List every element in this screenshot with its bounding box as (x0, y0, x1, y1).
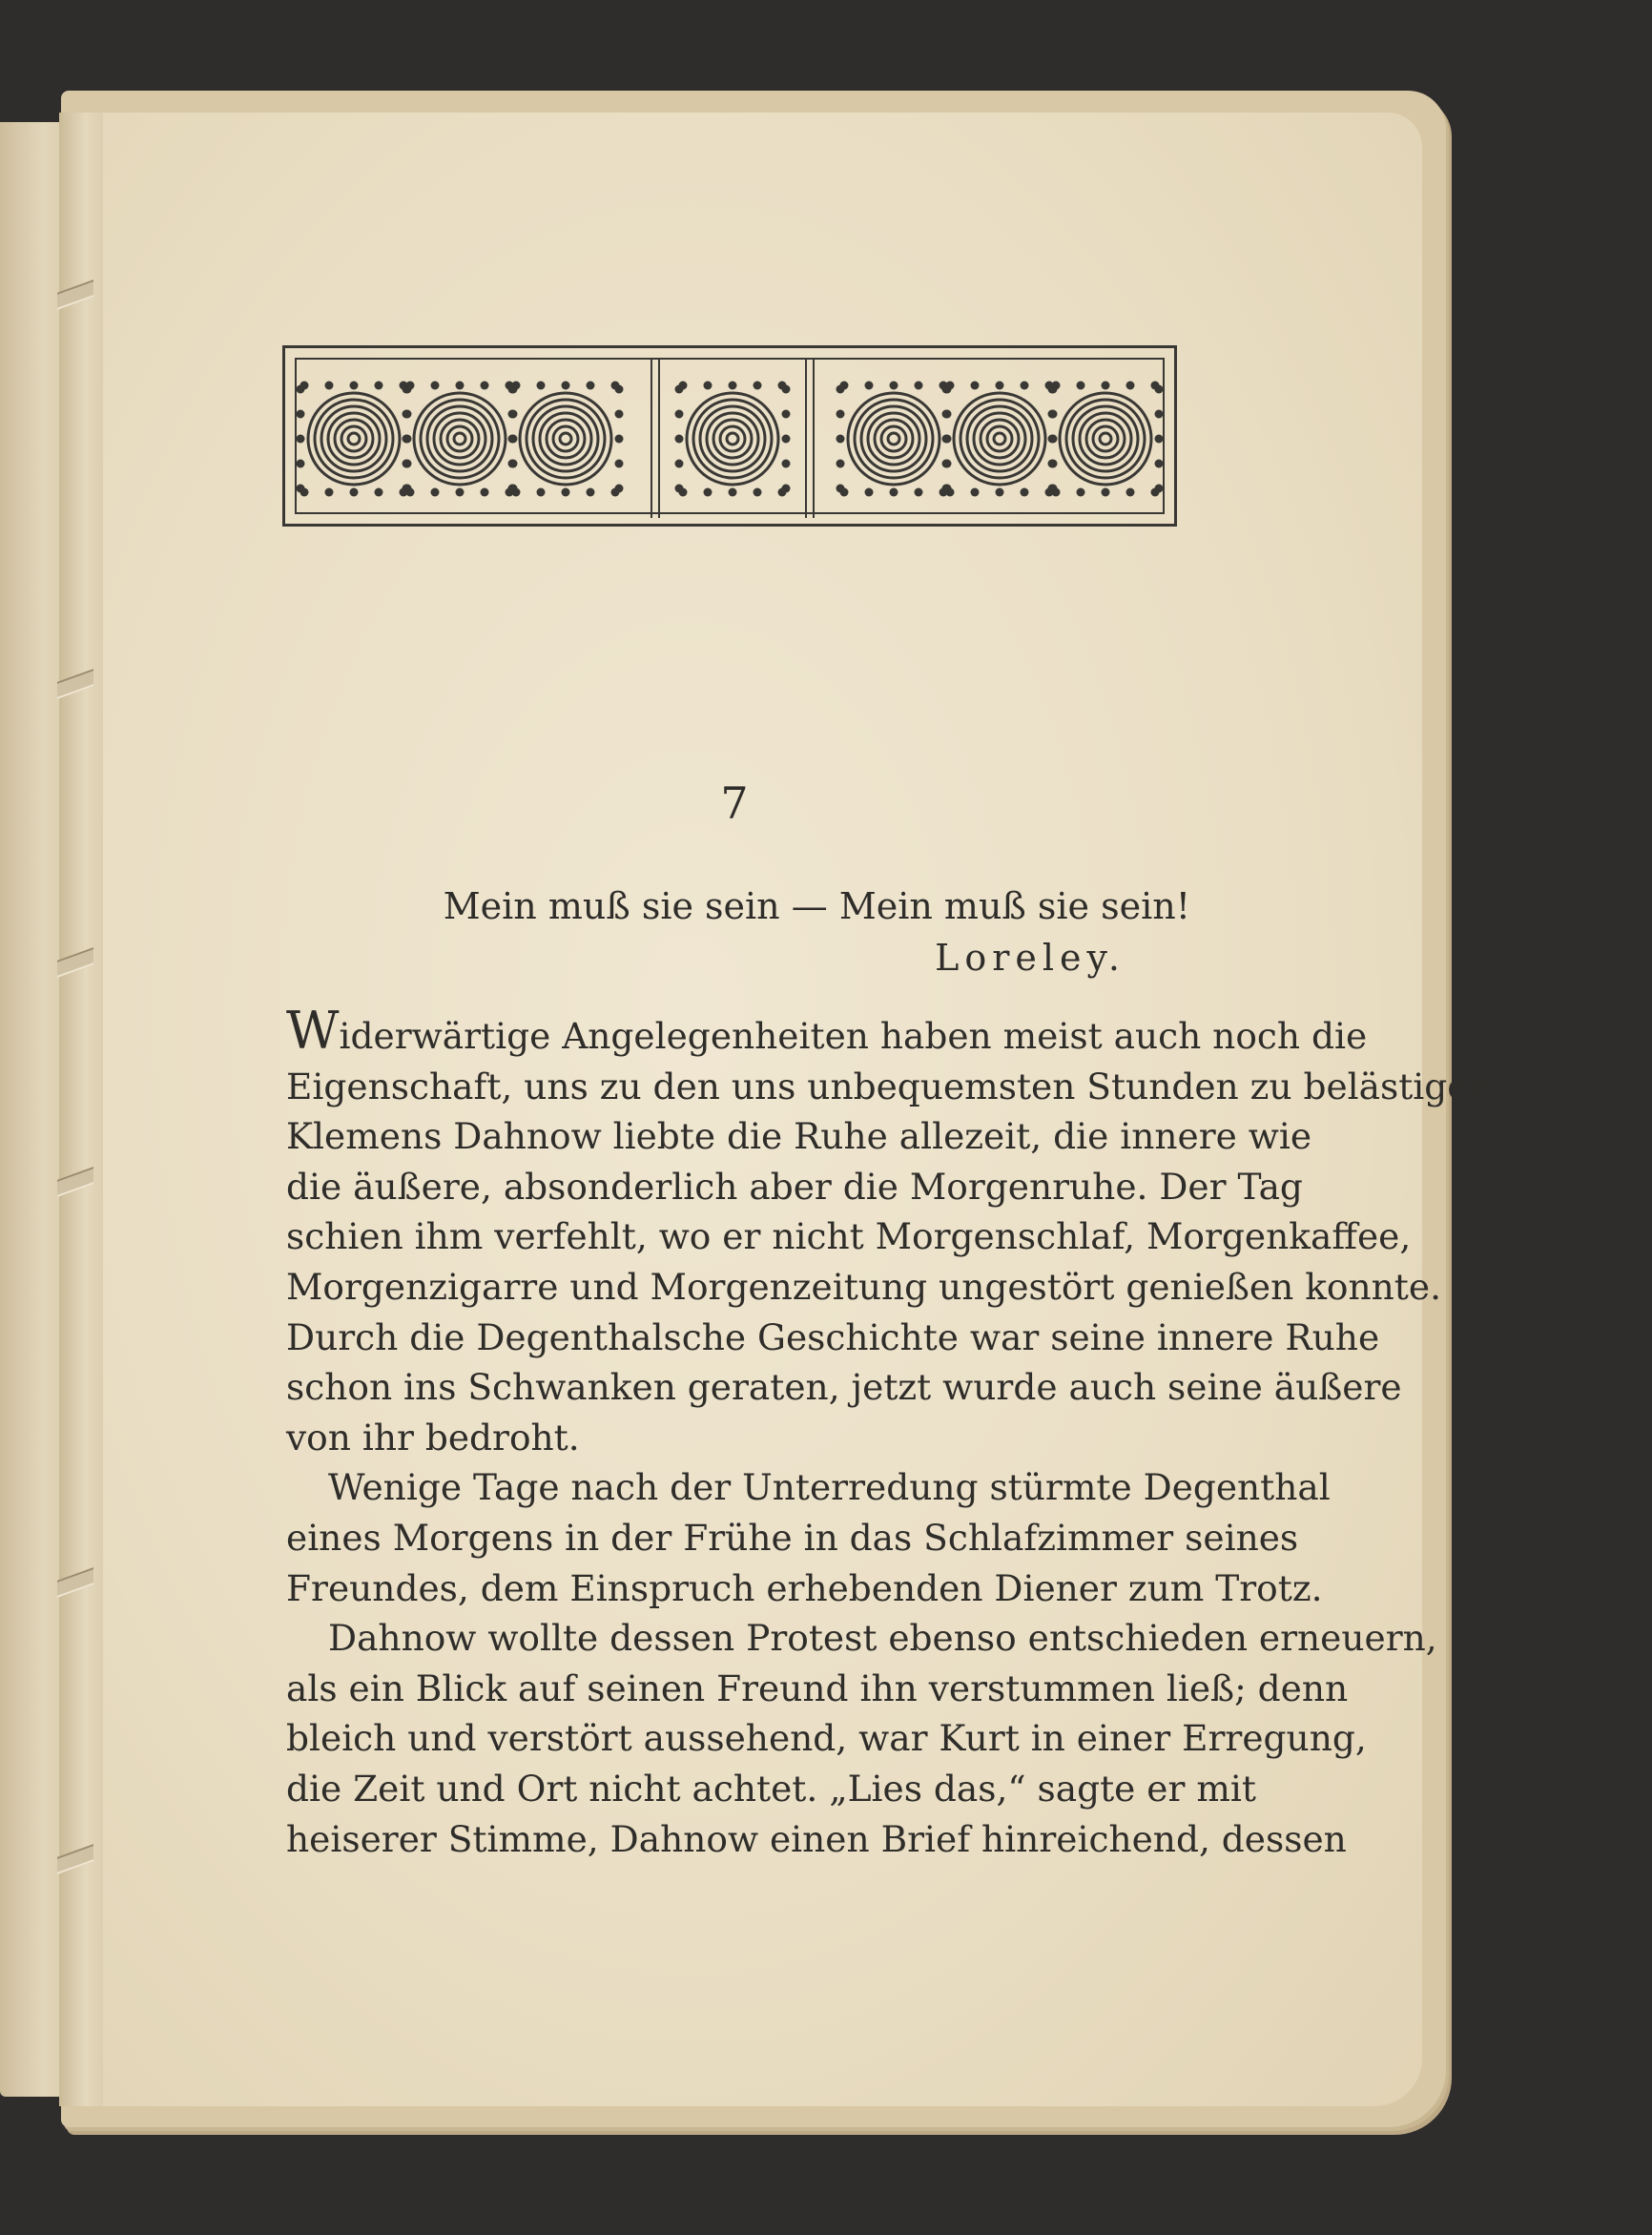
text-line: Dahnow wollte dessen Protest ebenso entschieden erneuern, (328, 1617, 1437, 1660)
text-line: schon ins Schwanken geraten, jetzt wurde auch seine äußere (286, 1366, 1402, 1409)
chapter-body-text (286, 1001, 1503, 1864)
chapter-number: 7 (720, 777, 749, 829)
page-gutter (59, 113, 103, 2106)
concentric-circle-motif (508, 382, 624, 497)
concentric-circle-motif (403, 382, 518, 497)
text-line: von ihr bedroht. (286, 1416, 580, 1459)
text-line: Eigenschaft, uns zu den uns unbequemsten Stunden zu belästigen. (286, 1065, 1503, 1107)
epigraph-source: Loreley. (935, 937, 1125, 979)
initial-letter: W (286, 1001, 340, 1061)
text-line: Wenige Tage nach der Unterredung stürmte Degenthal (328, 1466, 1331, 1509)
text-line: Widerwärtige Angelegenheiten haben meist auch noch die (286, 1001, 1368, 1061)
text-line: Morgenzigarre und Morgenzeitung ungestört genießen konnte. (286, 1265, 1441, 1308)
concentric-circles-icon (285, 348, 1180, 529)
concentric-circle-motif (942, 382, 1058, 497)
text-line: schien ihm verfehlt, wo er nicht Morgenschlaf, Morgenkaffee, (286, 1215, 1412, 1258)
text-line: eines Morgens in der Frühe in das Schlafzimmer seines (286, 1516, 1299, 1559)
text-line: Freundes, dem Einspruch erhebenden Diener zum Trotz. (286, 1566, 1323, 1609)
concentric-circle-motif (675, 382, 791, 497)
text-line: heiserer Stimme, Dahnow einen Brief hinreichend, dessen (286, 1817, 1347, 1860)
chapter-ornament (282, 345, 1177, 527)
epigraph-quote: Mein muß sie sein — Mein muß sie sein! (443, 885, 1190, 927)
text-line: als ein Blick auf seinen Freund ihn verstummen ließ; denn (286, 1666, 1349, 1709)
concentric-circle-motif (1048, 382, 1164, 497)
text-line: Durch die Degenthalsche Geschichte war seine innere Ruhe (286, 1315, 1380, 1358)
concentric-circle-motif (836, 382, 952, 497)
text-line: die äußere, absonderlich aber die Morgenruhe. Der Tag (286, 1165, 1303, 1208)
text-line: die Zeit und Ort nicht achtet. „Lies das,“ sagte er mit (286, 1767, 1256, 1810)
concentric-circle-motif (297, 382, 412, 497)
text-line: bleich und verstört aussehend, war Kurt in einer Erregung, (286, 1717, 1367, 1760)
text-line: Klemens Dahnow liebte die Ruhe allezeit, die innere wie (286, 1115, 1312, 1158)
